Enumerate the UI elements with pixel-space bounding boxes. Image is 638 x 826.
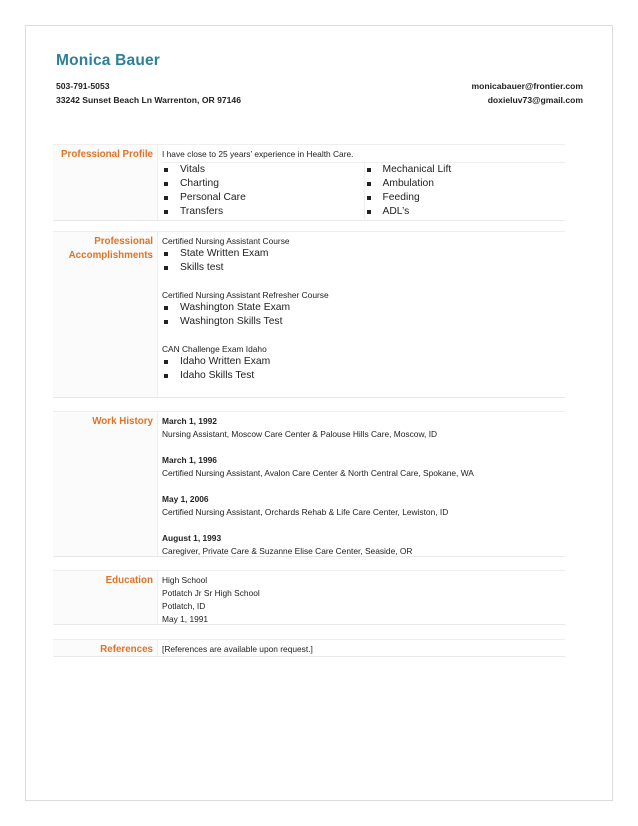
section-label-references: References bbox=[53, 640, 158, 656]
job-entry bbox=[162, 532, 565, 558]
skill-item: Transfers bbox=[162, 205, 364, 219]
contact-right bbox=[471, 80, 583, 107]
email-secondary[interactable]: doxieluv73@gmail.com bbox=[487, 94, 583, 105]
profile-content bbox=[162, 145, 565, 220]
references-text: [References are available upon request.] bbox=[162, 644, 313, 654]
section-label-education: Education bbox=[53, 571, 158, 624]
job-entry bbox=[162, 415, 565, 441]
course-item: Skills test bbox=[162, 261, 565, 275]
skill-item: Personal Care bbox=[162, 191, 364, 205]
job-description: Caregiver, Private Care & Suzanne Elise Care Center, Seaside, OR bbox=[162, 546, 413, 556]
section-accomplishments bbox=[53, 231, 565, 398]
section-label-profile: Professional Profile bbox=[53, 145, 158, 220]
job-date: March 1, 1996 bbox=[162, 455, 217, 465]
course-item: Washington State Exam bbox=[162, 301, 565, 315]
job-entry bbox=[162, 454, 565, 480]
skill-item: Mechanical Lift bbox=[365, 163, 566, 177]
skill-item: Vitals bbox=[162, 163, 364, 177]
skills-list-right bbox=[364, 163, 566, 219]
job-date: August 1, 1993 bbox=[162, 533, 222, 543]
job-description: Certified Nursing Assistant, Orchards Rehab & Life Care Center, Lewiston, ID bbox=[162, 507, 449, 517]
job-entry bbox=[162, 493, 565, 519]
section-education bbox=[53, 570, 565, 625]
skills-list-left bbox=[162, 163, 364, 219]
email-primary[interactable]: monicabauer@frontier.com bbox=[471, 81, 583, 91]
education-line: High School bbox=[162, 575, 208, 585]
course-items bbox=[162, 247, 565, 275]
job-date: May 1, 2006 bbox=[162, 494, 209, 504]
education-line: Potlatch Jr Sr High School bbox=[162, 588, 260, 598]
label-line: Accomplishments bbox=[68, 250, 153, 261]
references-content bbox=[162, 640, 565, 656]
course-title: Certified Nursing Assistant Refresher Course bbox=[162, 290, 329, 300]
accomplishments-content bbox=[162, 232, 565, 397]
course-title: Certified Nursing Assistant Course bbox=[162, 236, 290, 246]
course-items bbox=[162, 301, 565, 329]
course-item: Idaho Skills Test bbox=[162, 369, 565, 383]
skills-columns bbox=[162, 163, 565, 219]
course-item: State Written Exam bbox=[162, 247, 565, 261]
course-title: CAN Challenge Exam Idaho bbox=[162, 344, 267, 354]
course-item: Idaho Written Exam bbox=[162, 355, 565, 369]
section-references bbox=[53, 639, 565, 657]
label-line: Professional bbox=[94, 236, 153, 247]
education-line: Potlatch, ID bbox=[162, 601, 206, 611]
job-description: Nursing Assistant, Moscow Care Center & Palouse Hills Care, Moscow, ID bbox=[162, 429, 438, 439]
job-date: March 1, 1992 bbox=[162, 416, 217, 426]
education-line: May 1, 1991 bbox=[162, 614, 209, 624]
section-label-work-history: Work History bbox=[53, 412, 158, 556]
address: 33242 Sunset Beach Ln Warrenton, OR 97146 bbox=[56, 94, 241, 105]
course-items bbox=[162, 355, 565, 383]
candidate-name: Monica Bauer bbox=[56, 52, 161, 69]
phone-number: 503-791-5053 bbox=[56, 81, 110, 91]
course-item: Washington Skills Test bbox=[162, 315, 565, 329]
contact-left bbox=[56, 80, 241, 107]
skill-item: ADL’s bbox=[365, 205, 566, 219]
section-label-accomplishments bbox=[53, 232, 158, 397]
job-description: Certified Nursing Assistant, Avalon Care Center & North Central Care, Spokane, WA bbox=[162, 468, 474, 478]
profile-intro: I have close to 25 years’ experience in Health Care. bbox=[162, 148, 565, 163]
section-work-history bbox=[53, 411, 565, 557]
skill-item: Charting bbox=[162, 177, 364, 191]
section-professional-profile bbox=[53, 144, 565, 221]
work-history-content bbox=[162, 412, 565, 556]
education-content bbox=[162, 571, 565, 624]
skill-item: Feeding bbox=[365, 191, 566, 205]
skill-item: Ambulation bbox=[365, 177, 566, 191]
